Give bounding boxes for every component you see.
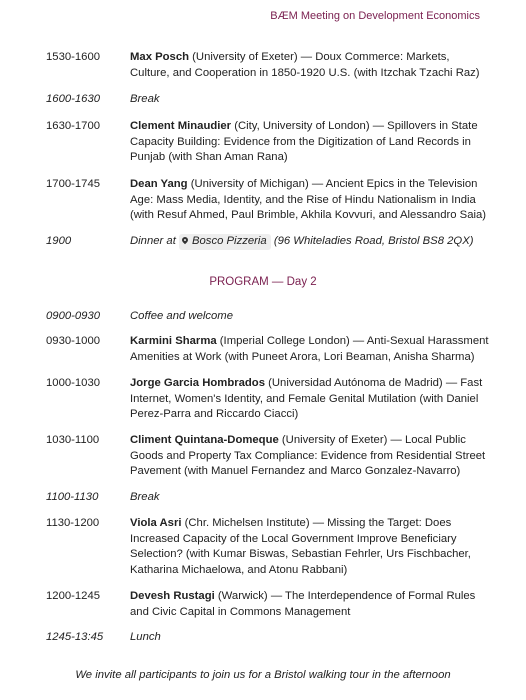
footer-note: We invite all participants to join us for a Bristol walking tour in the afternoon	[75, 669, 451, 681]
location-pin-icon	[181, 236, 189, 244]
time-slot: 1200-1245	[46, 590, 101, 602]
conference-title: BÆM Meeting on Development Economics	[270, 10, 480, 22]
time-slot: 1000-1030	[46, 377, 101, 389]
speaker-name: Dean Yang	[130, 178, 188, 190]
venue-name: Bosco Pizzeria	[191, 235, 267, 247]
break-label: Break	[130, 93, 160, 105]
talk-description	[130, 334, 490, 365]
time-slot: 1245-13:45	[46, 631, 104, 643]
talk-details: (University of Exeter) — Doux Commerce: Markets, Culture, and Cooperation in 1850-1920 U.S. (with Itzchak Tzachi Raz)	[130, 51, 480, 79]
time-slot: 1530-1600	[46, 51, 101, 63]
venue-chip[interactable]	[179, 234, 271, 250]
talk-details: (University of Michigan) — Ancient Epics in the Television Age: Mass Media, Identity, and the Rise of Hindu Nationalism in India (with Resuf Ahmed, Paul Brimble, Akhila Kovvuri, and Alessandro Saia)	[130, 178, 487, 221]
break-label: Break	[130, 491, 160, 503]
talk-details: (City, University of London) — Spillovers in State Capacity Building: Evidence from the Digitization of Land Records in Punjab (with Shan Aman Rana)	[130, 120, 478, 163]
talk-description	[130, 516, 490, 578]
dinner-description	[130, 234, 490, 250]
talk-description	[130, 50, 490, 81]
talk-description	[130, 433, 490, 480]
talk-details: (Imperial College London) — Anti-Sexual Harassment Amenities at Work (with Puneet Arora, Lori Beaman, Anisha Sharma)	[130, 335, 489, 363]
time-slot: 1630-1700	[46, 120, 101, 132]
talk-details: (Warwick) — The Interdependence of Formal Rules and Civic Capital in Commons Management	[130, 590, 476, 618]
talk-description	[130, 376, 490, 423]
time-slot: 1030-1100	[46, 434, 100, 446]
speaker-name: Viola Asri	[130, 517, 182, 529]
talk-details: (Chr. Michelsen Institute) — Missing the Target: Does Increased Capacity of the Local Government Improve Beneficiary Selection? (with Kumar Biswas, Sebastian Fehrler, Urs Fischbacher, Katharina Michaelowa, and Atonu Rabbani)	[130, 517, 471, 576]
speaker-name: Max Posch	[130, 51, 190, 63]
speaker-name: Climent Quintana-Domeque	[130, 434, 279, 446]
time-slot: 0930-1000	[46, 335, 101, 347]
break-label: Lunch	[130, 631, 161, 643]
speaker-name: Karmini Sharma	[130, 335, 217, 347]
venue-address: (96 Whiteladies Road, Bristol BS8 2QX)	[270, 235, 474, 247]
time-slot: 1600-1630	[46, 93, 101, 105]
time-slot: 1130-1200	[46, 517, 100, 529]
talk-description	[130, 177, 490, 224]
section-title: PROGRAM — Day 2	[209, 276, 317, 288]
time-slot: 1700-1745	[46, 178, 101, 190]
speaker-name: Devesh Rustagi	[130, 590, 215, 602]
dinner-prefix: Dinner at	[130, 235, 179, 247]
time-slot: 0900-0930	[46, 310, 101, 322]
time-slot: 1900	[46, 235, 72, 247]
talk-details: (University of Exeter) — Local Public Goods and Property Tax Compliance: Evidence from Residential Street Pavement (with Manuel Fernandez and Marco Gonzalez-Navarro)	[130, 434, 486, 477]
talk-details: (Universidad Autónoma de Madrid) — Fast Internet, Women's Identity, and Female Genital Mutilation (with Daniel Perez-Parra and Riccardo Ciacci)	[130, 377, 483, 420]
speaker-name: Jorge Garcia Hombrados	[130, 377, 265, 389]
time-slot: 1100-1130	[46, 491, 99, 503]
talk-description	[130, 119, 490, 166]
speaker-name: Clement Minaudier	[130, 120, 232, 132]
break-label: Coffee and welcome	[130, 310, 233, 322]
talk-description	[130, 589, 490, 620]
